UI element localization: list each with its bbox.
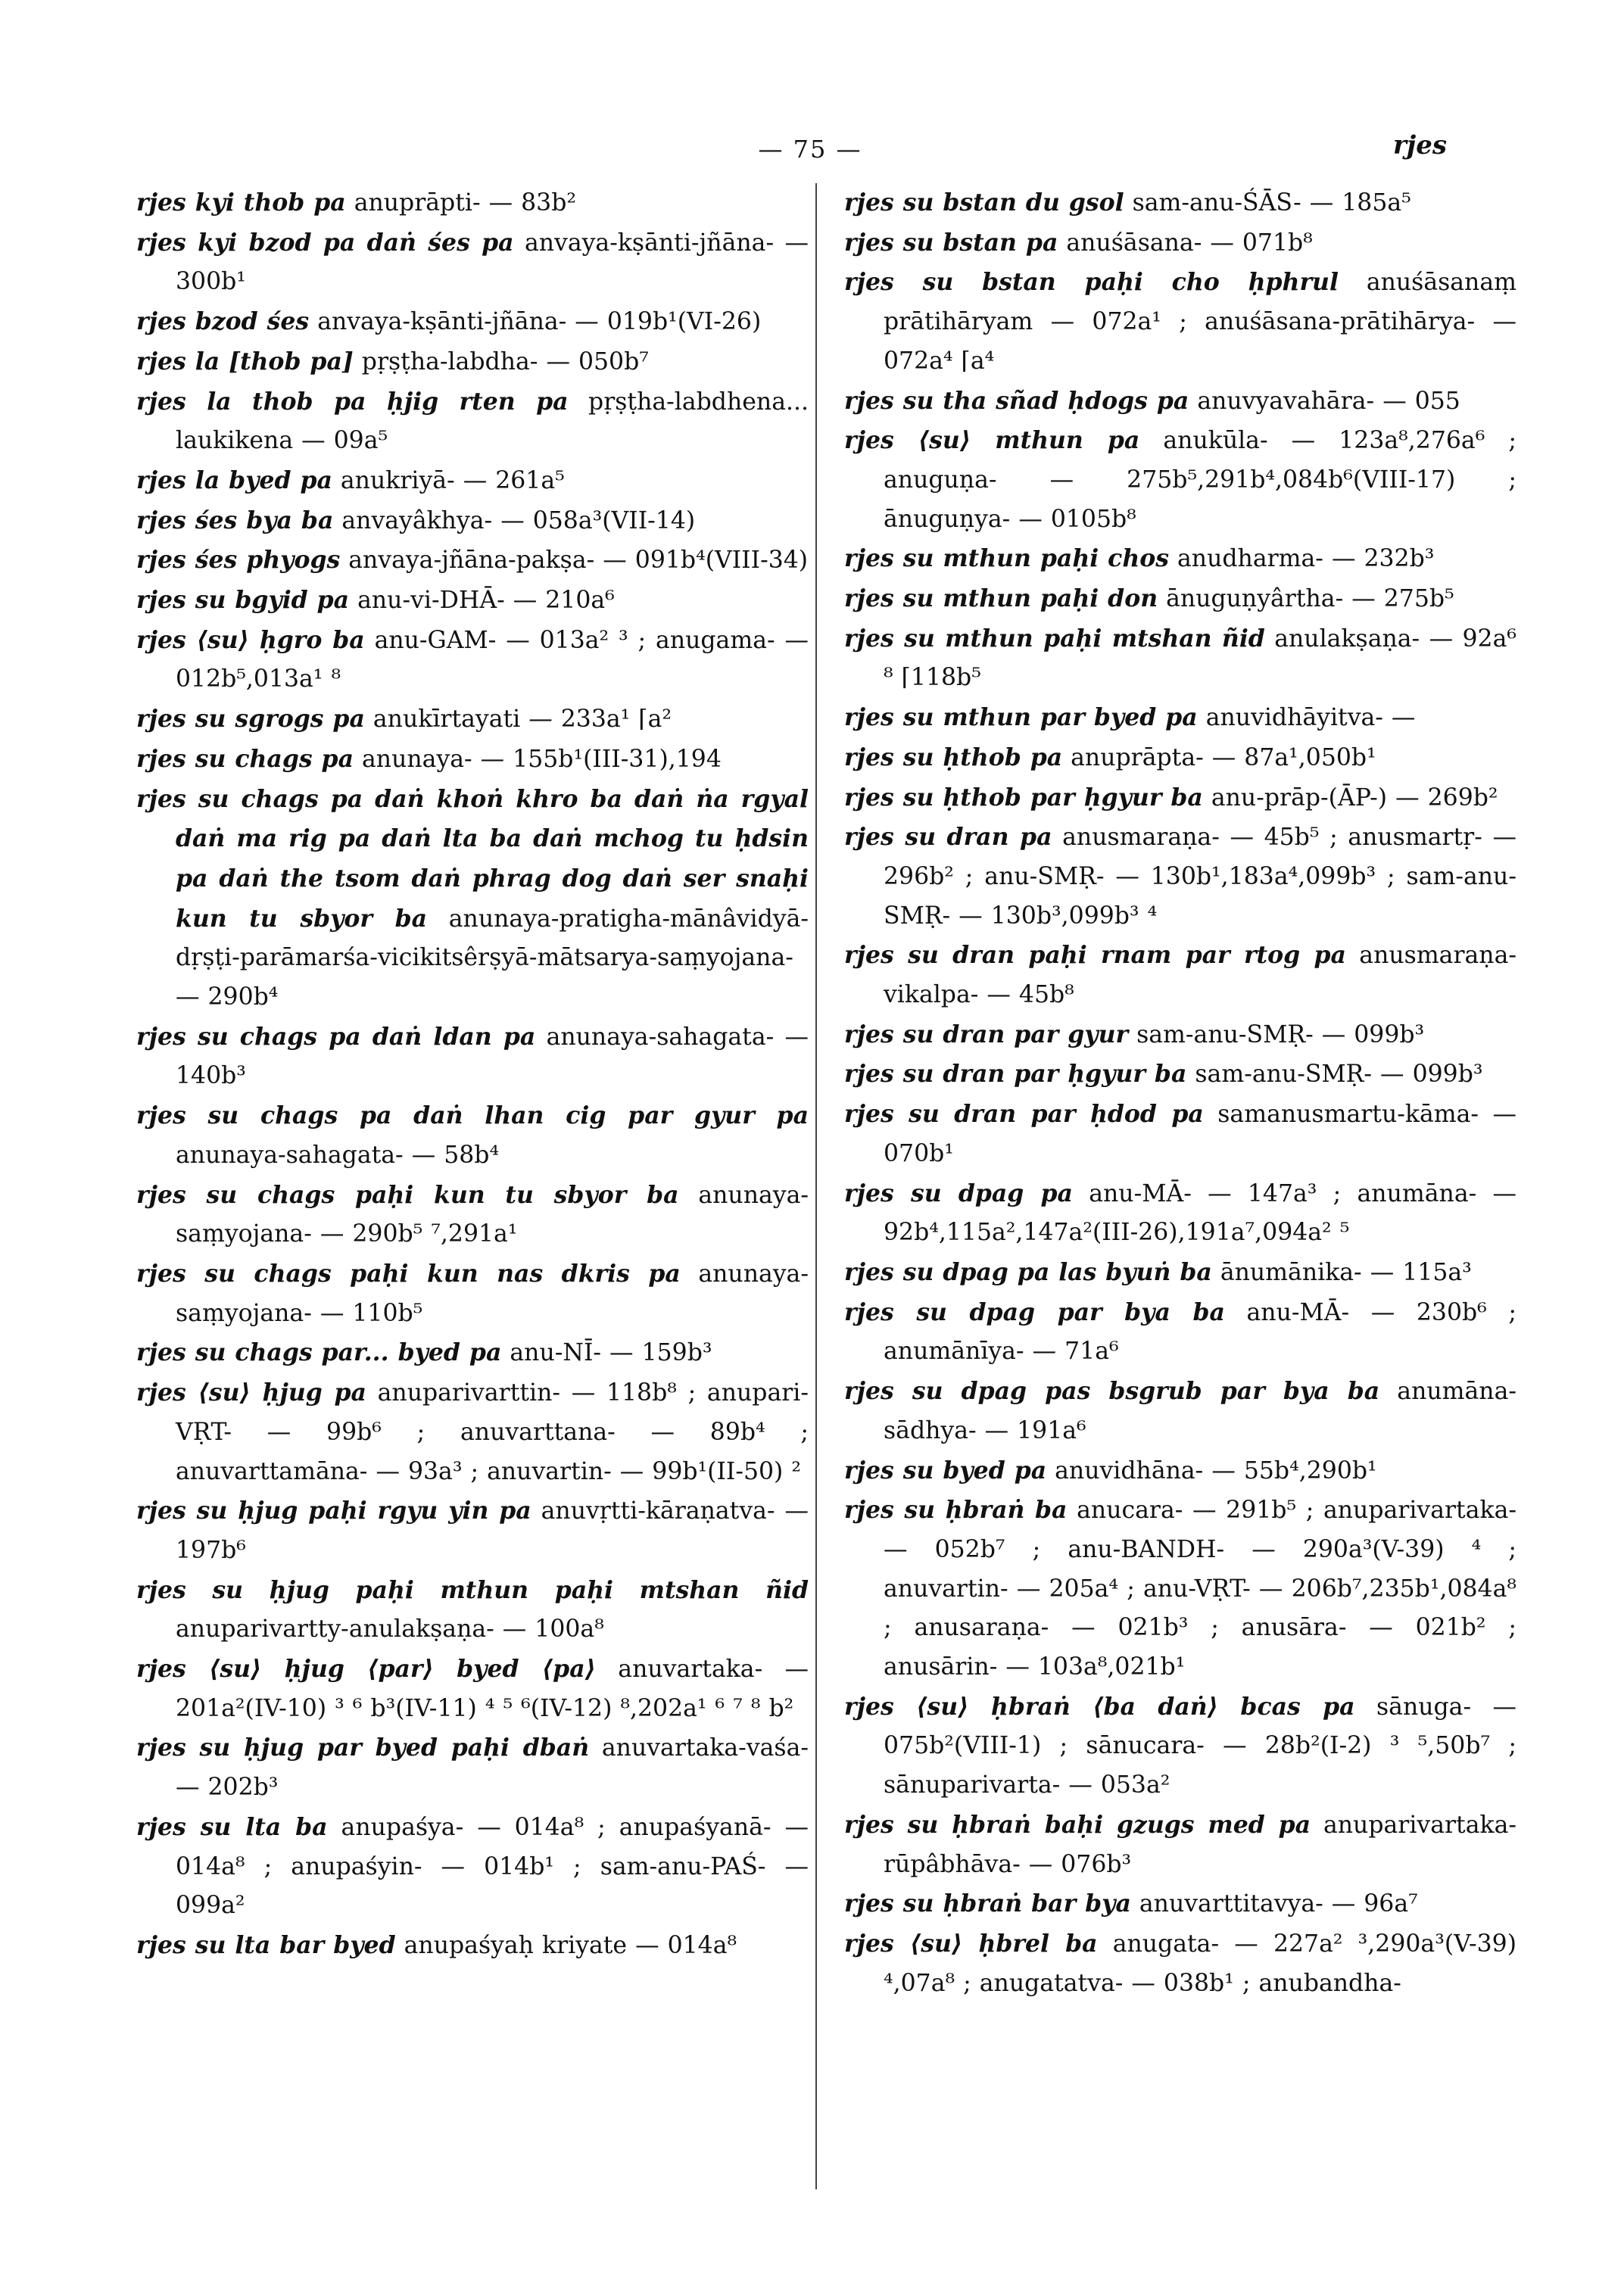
dictionary-entry: [844, 263, 1516, 381]
entry-definition: anuvyavahāra- — 055: [1197, 387, 1460, 415]
dictionary-entry: [136, 1096, 809, 1175]
dictionary-entry: [844, 818, 1516, 936]
entry-definition: anunaya-pratigha-mānâvidyā-dṛṣṭi-parāmarśa-vicikitsêrṣyā-mātsarya-saṃyojana- — 290b⁴: [176, 905, 809, 1011]
entry-definition: anucara- — 291b⁵ ; anuparivartaka- — 052b⁷ ; anu-BANDH- — 290a³(V-39) ⁴ ; anuvartin- — 205a⁴ ; anu-VṚT- — 206b⁷,235b¹,084a⁸ ; anusaraṇa- — 021b³ ; anusāra- — 021b² ; anusārin- — 103a⁸,021b¹: [884, 1497, 1517, 1681]
dictionary-entry: [136, 501, 809, 541]
column-divider: [815, 183, 817, 2189]
entry-definition: anuvṛtti-kāraṇatva- — 197b⁶: [176, 1497, 809, 1564]
entry-definition: pṛṣṭha-labdhena... laukikena — 09a⁵: [176, 388, 809, 455]
dictionary-entry: [844, 1293, 1516, 1372]
entry-headword: rjes su dpag pa las byuṅ ba: [844, 1257, 1212, 1286]
entry-definition: samanusmartu-kāma- — 070b¹: [884, 1101, 1516, 1167]
entry-definition: anukriyā- — 261a⁵: [340, 466, 565, 494]
entry-headword: rjes su bstan du gsol: [844, 188, 1124, 217]
entry-definition: anuprāpti- — 83b²: [354, 189, 577, 217]
dictionary-entry: [844, 738, 1516, 778]
entry-definition: anuparivarttin- — 118b⁸ ; anupari-VṚT- — 99b⁶ ; anuvarttana- — 89b⁴ ; anuvarttamāna- — 93a³ ; anuvartin- — 99b¹(II-50) ²: [176, 1379, 809, 1485]
dictionary-entry: [844, 1253, 1516, 1293]
entry-definition: anuvidhāyitva- —: [1205, 704, 1416, 732]
dictionary-entry: [136, 1728, 809, 1807]
dictionary-entry: [136, 223, 809, 302]
entry-definition: anvaya-kṣānti-jñāna- — 019b¹(VI-26): [317, 308, 762, 336]
entry-definition: sam-anu-SMṚ- — 099b³: [1136, 1020, 1425, 1048]
dictionary-entry: [844, 1924, 1516, 2003]
entry-headword: rjes su chags par... byed pa: [136, 1338, 502, 1367]
entry-definition: anuparivartaka-rūpâbhāva- — 076b³: [884, 1811, 1516, 1878]
dictionary-entry: [844, 382, 1516, 422]
dictionary-entry: [844, 183, 1516, 223]
dictionary-entry: [136, 699, 809, 740]
entry-headword: rjes su dran par gyur: [844, 1020, 1129, 1048]
entry-definition: anvayâkhya- — 058a³(VII-14): [341, 506, 696, 534]
dictionary-entry: [844, 539, 1516, 579]
entry-headword: rjes śes phyogs: [136, 546, 341, 575]
entry-headword: rjes su lta ba: [136, 1812, 328, 1841]
entry-definition: anuprāpta- — 87a¹,050b¹: [1071, 743, 1376, 771]
left-column: [136, 183, 809, 1966]
entry-headword: rjes su dran pa: [844, 823, 1052, 852]
entry-headword: rjes su ḥthob pa: [844, 743, 1063, 771]
entry-headword: rjes su chags paḥi kun nas dkris pa: [136, 1259, 681, 1288]
entry-headword: rjes su dpag pas bsgrub par bya ba: [844, 1377, 1380, 1406]
entry-headword: rjes su chags pa daṅ ldan pa: [136, 1022, 536, 1051]
dictionary-entry: [844, 1491, 1516, 1687]
entry-definition: anu-MĀ- — 147a³ ; anumāna- — 92b⁴,115a²,147a²(III-26),191a⁷,094a² ⁵: [884, 1179, 1516, 1247]
entry-headword: rjes su ḥthob par ḥgyur ba: [844, 783, 1203, 812]
entry-headword: rjes su mthun paḥi mtshan ñid: [844, 624, 1265, 653]
entry-definition: sam-anu-ŚĀS- — 185a⁵: [1132, 189, 1411, 217]
entry-definition: anunaya-saṃyojana- — 290b⁵ ⁷,291a¹: [176, 1181, 809, 1248]
entry-definition: anuśāsana- — 071b⁸: [1066, 229, 1313, 257]
entry-definition: anuvartaka-vaśa- — 202b³: [176, 1734, 809, 1802]
entry-definition: anugata- — 227a² ³,290a³(V-39) ⁴,07a⁸ ; anugatatva- — 038b¹ ; anubandha-: [884, 1930, 1516, 1997]
entry-definition: anu-vi-DHĀ- — 210a⁶: [357, 587, 615, 615]
entry-definition: anu-NĪ- — 159b³: [510, 1339, 712, 1367]
entry-headword: rjes su chags pa: [136, 744, 354, 773]
entry-definition: ānuguṇyârtha- — 275b⁵: [1166, 585, 1454, 613]
entry-definition: anu-GAM- — 013a² ³ ; anugama- — 012b⁵,013a¹ ⁸: [176, 626, 809, 693]
entry-definition: anuvartaka- — 201a²(IV-10) ³ ⁶ b³(IV-11) ⁴ ⁵ ⁶(IV-12) ⁸,202a¹ ⁶ ⁷ ⁸ b²: [176, 1656, 809, 1722]
dictionary-entry: [136, 621, 809, 699]
entry-definition: anudharma- — 232b³: [1177, 545, 1435, 573]
page-number: — 75 —: [758, 135, 862, 164]
dictionary-entry: [844, 1372, 1516, 1450]
dictionary-entry: [844, 421, 1516, 539]
dictionary-entry: [136, 1176, 809, 1254]
entry-headword: rjes kyi thob pa: [136, 188, 346, 217]
entry-headword: rjes śes bya ba: [136, 506, 334, 534]
entry-definition: anukūla- — 123a⁸,276a⁶ ; anuguṇa- — 275b⁵,291b⁴,084b⁶(VIII-17) ; ānuguṇya- — 0105b⁸: [884, 427, 1516, 533]
entry-definition: anunaya-saṃyojana- — 110b⁵: [176, 1260, 809, 1327]
entry-headword: rjes su ḥjug paḥi rgyu yin pa: [136, 1497, 531, 1525]
dictionary-entry: [136, 342, 809, 382]
entry-definition: anvaya-jñāna-pakṣa- — 091b⁴(VIII-34): [348, 547, 809, 575]
entry-definition: anupaśyaḥ kriyate — 014a⁸: [404, 1931, 737, 1959]
entry-definition: anusmaraṇa-vikalpa- — 45b⁸: [884, 942, 1517, 1009]
entry-headword: rjes la byed pa: [136, 466, 332, 494]
dictionary-entry: [844, 778, 1516, 818]
dictionary-entry: [844, 1884, 1516, 1924]
dictionary-entry: [844, 1805, 1516, 1884]
entry-headword: rjes su chags paḥi kun tu sbyor ba: [136, 1180, 679, 1209]
entry-definition: sānuga- — 075b²(VIII-1) ; sānucara- — 28b²(I-2) ³ ⁵,50b⁷ ; sānuparivarta- — 053a²: [884, 1693, 1517, 1799]
entry-headword: rjes ⟨su⟩ mthun pa: [844, 426, 1140, 455]
dictionary-entry: [844, 1055, 1516, 1095]
entry-definition: anukīrtayati — 233a¹ ⌈a²: [372, 706, 672, 734]
entry-headword: rjes su bstan pa: [844, 228, 1058, 257]
entry-definition: sam-anu-SMṚ- — 099b³: [1195, 1061, 1483, 1089]
dictionary-entry: [844, 223, 1516, 263]
dictionary-entry: [136, 1571, 809, 1650]
entry-headword: rjes su lta bar byed: [136, 1930, 396, 1959]
entry-headword: rjes su chags pa daṅ lhan cig par gyur pa: [136, 1101, 809, 1130]
dictionary-entry: [136, 1254, 809, 1333]
entry-headword: rjes su dran par ḥgyur ba: [844, 1060, 1187, 1089]
entry-definition: anuvarttitavya- — 96a⁷: [1139, 1890, 1418, 1918]
dictionary-entry: [136, 1926, 809, 1966]
dictionary-entry: [844, 698, 1516, 738]
entry-headword: rjes su mthun par byed pa: [844, 703, 1198, 732]
dictionary-entry: [844, 619, 1516, 698]
entry-definition: anuvidhāna- — 55b⁴,290b¹: [1055, 1456, 1377, 1485]
dictionary-entry: [136, 581, 809, 621]
dictionary-entry: [844, 1451, 1516, 1491]
entry-definition: anuparivartty-anulakṣaṇa- — 100a⁸: [176, 1615, 604, 1643]
dictionary-entry: [844, 1174, 1516, 1253]
entry-definition: pṛṣṭha-labdha- — 050b⁷: [361, 347, 649, 375]
entry-headword: rjes su bstan paḥi cho ḥphrul: [844, 268, 1339, 297]
dictionary-entry: [136, 1808, 809, 1926]
entry-definition: anuśāsanaṃ prātihāryam — 072a¹ ; anuśāsana-prātihārya- — 072a⁴ ⌈a⁴: [884, 269, 1516, 375]
entry-headword: rjes su mthun paḥi don: [844, 584, 1158, 613]
dictionary-entry: [136, 780, 809, 1017]
dictionary-entry: [136, 302, 809, 342]
entry-definition: anunaya-sahagata- — 58b⁴: [176, 1141, 500, 1169]
entry-definition: anulakṣaṇa- — 92a⁶ ⁸ ⌈118b⁵: [884, 625, 1516, 692]
dictionary-entry: [136, 1333, 809, 1373]
running-head: rjes: [1393, 130, 1447, 160]
entry-headword: rjes su tha sñad ḥdogs pa: [844, 386, 1189, 415]
dictionary-entry: [844, 1095, 1516, 1173]
dictionary-entry: [136, 1491, 809, 1570]
entry-headword: rjes ⟨su⟩ ḥjug pa: [136, 1379, 366, 1407]
right-column: [844, 183, 1516, 2003]
entry-definition: anusmaraṇa- — 45b⁵ ; anusmartṛ- — 296b² ; anu-SMṚ- — 130b¹,183a⁴,099b³ ; sam-anu-SMṚ- — 130b³,099b³ ⁴: [884, 824, 1517, 930]
entry-headword: rjes ⟨su⟩ ḥgro ba: [136, 625, 365, 654]
entry-headword: rjes su dpag pa: [844, 1179, 1073, 1207]
entry-headword: rjes su dpag par bya ba: [844, 1298, 1225, 1326]
entry-headword: rjes bzod śes: [136, 307, 310, 336]
dictionary-entry: [136, 461, 809, 501]
dictionary-entry: [136, 541, 809, 581]
entry-headword: rjes su ḥbraṅ bar bya: [844, 1890, 1131, 1918]
entry-headword: rjes su sgrogs pa: [136, 705, 365, 734]
dictionary-entry: [136, 382, 809, 461]
entry-headword: rjes la [thob pa]: [136, 347, 354, 375]
entry-headword: rjes su ḥbraṅ ba: [844, 1496, 1068, 1525]
entry-headword: rjes su ḥjug paḥi mthun paḥi mtshan ñid: [136, 1575, 809, 1604]
entry-definition: anunaya- — 155b¹(III-31),194: [362, 745, 722, 773]
dictionary-entry: [844, 1687, 1516, 1805]
entry-headword: rjes ⟨su⟩ ḥjug ⟨par⟩ byed ⟨pa⟩: [136, 1655, 597, 1684]
entry-headword: rjes su mthun paḥi chos: [844, 544, 1169, 573]
dictionary-entry: [136, 1650, 809, 1728]
entry-headword: rjes la thob pa ḥjig rten pa: [136, 387, 569, 416]
entry-definition: anu-MĀ- — 230b⁶ ; anumānīya- — 71a⁶: [884, 1298, 1517, 1366]
entry-headword: rjes su byed pa: [844, 1456, 1047, 1485]
entry-definition: ānumānika- — 115a³: [1220, 1258, 1472, 1286]
dictionary-entry: [136, 1017, 809, 1096]
dictionary-entry: [844, 936, 1516, 1014]
entry-headword: rjes kyi bzod pa daṅ śes pa: [136, 228, 514, 257]
dictionary-entry: [844, 579, 1516, 619]
dictionary-entry: [844, 1015, 1516, 1055]
entry-definition: anvaya-kṣānti-jñāna- — 300b¹: [176, 229, 809, 296]
entry-headword: rjes su bgyid pa: [136, 586, 350, 615]
entry-definition: anumāna-sādhya- — 191a⁶: [884, 1378, 1517, 1444]
entry-headword: rjes su dran par ḥdod pa: [844, 1100, 1204, 1129]
entry-headword: rjes ⟨su⟩ ḥbrel ba: [844, 1929, 1098, 1958]
entry-headword: rjes su chags pa daṅ khoṅ khro ba daṅ ṅa rgyal daṅ ma rig pa daṅ lta ba daṅ mchog tu ḥdsin pa daṅ the tsom daṅ phrag dog daṅ ser snaḥi kun tu sbyor ba: [136, 784, 809, 933]
entry-headword: rjes su ḥbraṅ baḥi gzugs med pa: [844, 1810, 1311, 1839]
dictionary-entry: [136, 183, 809, 223]
entry-headword: rjes ⟨su⟩ ḥbraṅ ⟨ba daṅ⟩ bcas pa: [844, 1692, 1355, 1721]
entry-definition: anupaśya- — 014a⁸ ; anupaśyanā- — 014a⁸ ; anupaśyin- — 014b¹ ; sam-anu-PAŚ- — 099a²: [176, 1813, 809, 1920]
dictionary-entry: [136, 1373, 809, 1491]
entry-headword: rjes su dran paḥi rnam par rtog pa: [844, 941, 1346, 970]
entry-headword: rjes su ḥjug par byed paḥi dbaṅ: [136, 1734, 590, 1762]
entry-definition: anu-prāp-(ĀP-) — 269b²: [1211, 784, 1498, 812]
dictionary-entry: [136, 740, 809, 780]
entry-definition: anunaya-sahagata- — 140b³: [176, 1023, 809, 1090]
